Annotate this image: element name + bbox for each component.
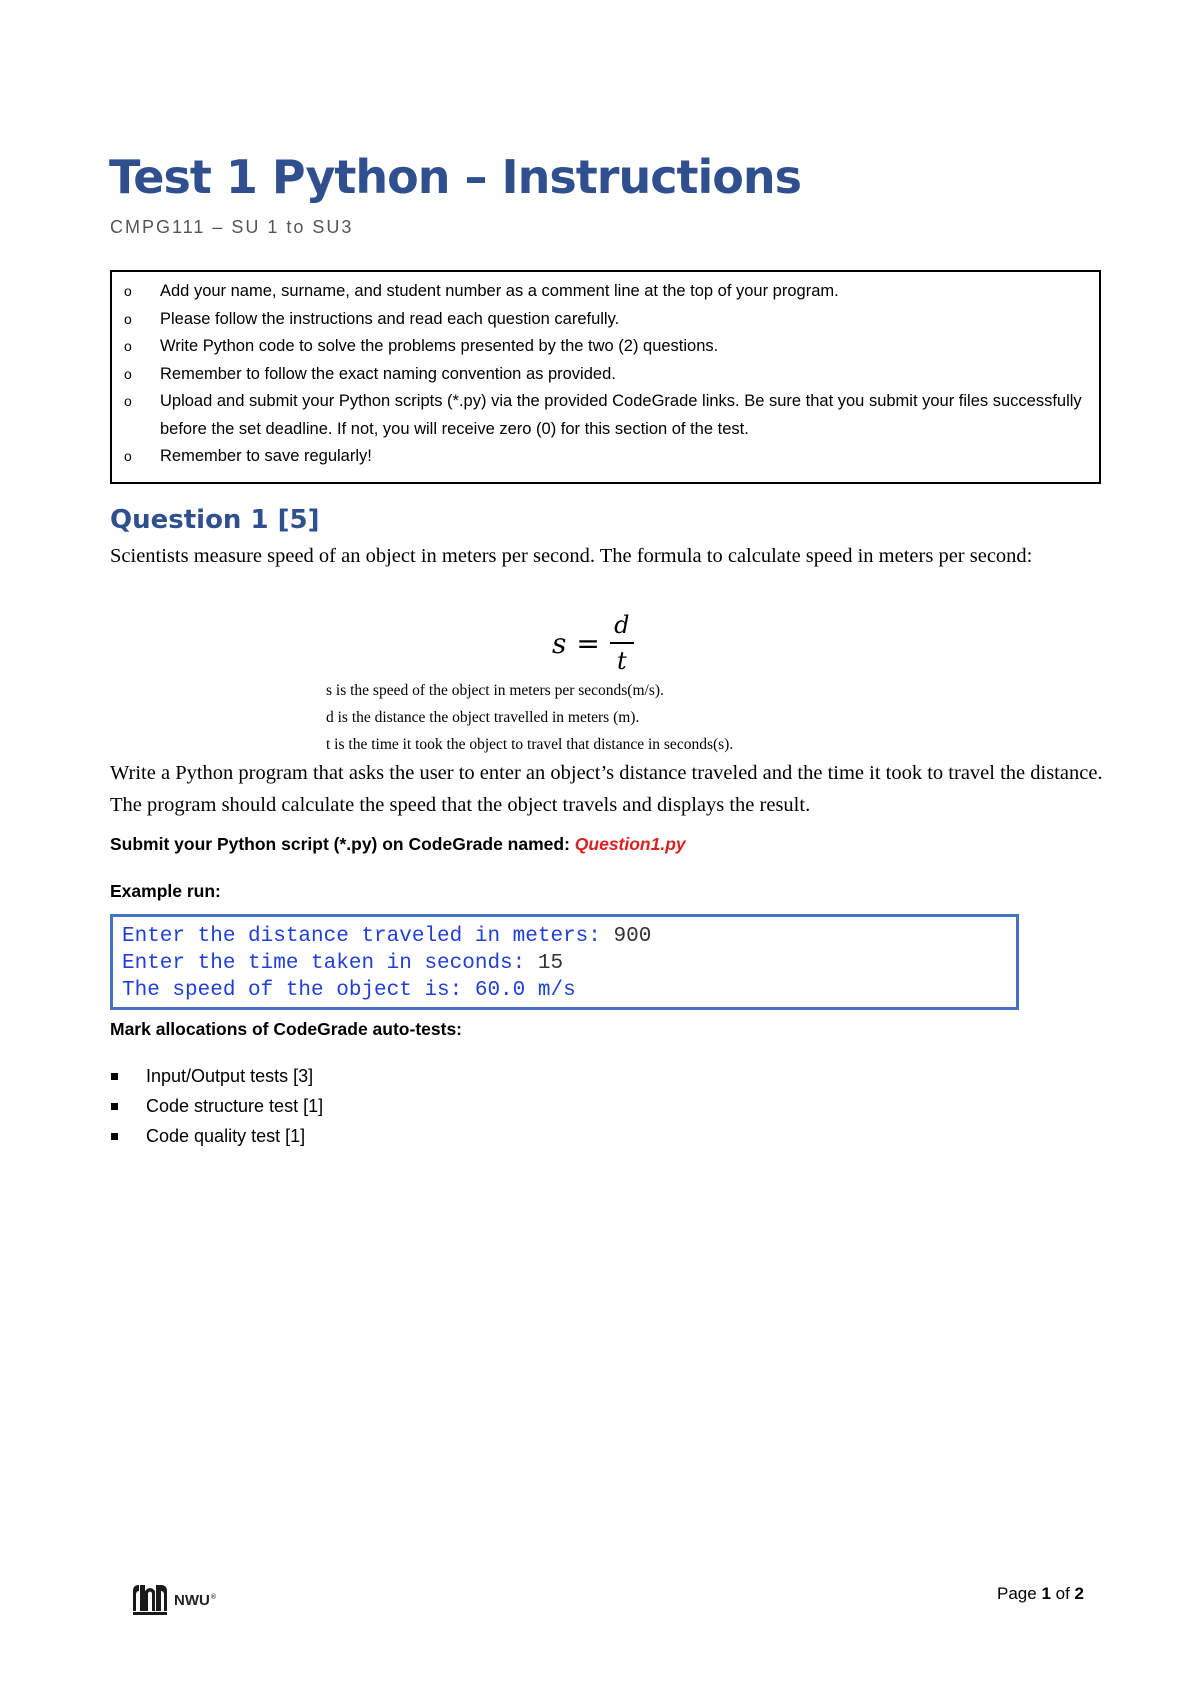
submit-instruction [110, 834, 686, 855]
page-title: Test 1 Python – Instructions [109, 150, 801, 204]
formula-equals: = [576, 626, 600, 660]
bullet-icon: o [124, 310, 132, 327]
instruction-item [124, 278, 1089, 306]
mark-item-text: Code structure test [1] [146, 1096, 324, 1116]
instruction-item [124, 306, 1089, 334]
code-prompt: Enter the distance traveled in meters: [122, 925, 614, 948]
legend-line-d: d is the distance the object travelled in meters (m). [326, 709, 640, 726]
question1-heading: Question 1 [5] [110, 505, 320, 535]
logo-wordmark [174, 1592, 216, 1609]
bullet-icon: o [124, 283, 132, 299]
code-input: 15 [537, 952, 564, 975]
formula-denominator: t [617, 647, 627, 675]
formula-fraction [610, 611, 634, 675]
instruction-item [124, 388, 1089, 443]
code-prompt: The speed of the object is: 60.0 m/s [122, 979, 576, 1002]
example-run-box [110, 914, 1019, 1010]
page-current: 1 [1041, 1584, 1051, 1603]
code-line [122, 923, 1007, 950]
question1-intro: Scientists measure speed of an object in meters per second. The formula to calculate speed in meters per second: [110, 545, 1033, 567]
instruction-text: Remember to follow the exact naming convention as provided. [160, 364, 616, 383]
mark-item-text: Code quality test [1] [146, 1126, 306, 1146]
mark-allocations-list [110, 1061, 323, 1151]
page-of: of [1050, 1584, 1075, 1603]
page-subtitle: CMPG111 – SU 1 to SU3 [110, 217, 354, 237]
mark-item [110, 1091, 323, 1121]
bullet-icon: o [124, 338, 132, 354]
code-line [122, 950, 1007, 977]
square-bullet-icon [111, 1133, 118, 1140]
mark-item [110, 1121, 323, 1151]
instruction-text: Please follow the instructions and read each question carefully. [160, 309, 620, 328]
instruction-text: Upload and submit your Python scripts (*.py) via the provided CodeGrade links. Be sure that you submit your files successfully before the set deadline. If not, you will receive zero (0) for this section of the test. [160, 392, 1082, 438]
submit-prefix: Submit your Python script (*.py) on CodeGrade named: [110, 834, 575, 854]
code-input: 900 [613, 925, 652, 948]
code-prompt: Enter the time taken in seconds: [122, 952, 538, 975]
instruction-item [124, 443, 1089, 471]
page-total: 2 [1074, 1584, 1084, 1603]
page-label: Page [997, 1584, 1042, 1603]
mark-item [110, 1061, 323, 1091]
instruction-item [124, 361, 1089, 389]
bullet-icon: o [124, 393, 132, 409]
instructions-list [124, 278, 1089, 471]
logo-text: NWU [174, 1591, 210, 1609]
nwu-emblem-icon [130, 1581, 170, 1619]
question1-body: Write a Python program that asks the user to enter an object’s distance traveled and the time it took to travel the distance. The program should calculate the speed that the object travels and displays the result. [110, 762, 1103, 816]
formula-numerator: d [614, 611, 630, 639]
square-bullet-icon [111, 1103, 118, 1110]
mark-allocations-label: Mark allocations of CodeGrade auto-tests: [110, 1019, 463, 1039]
nwu-logo [130, 1581, 216, 1619]
legend-line-t: t is the time it took the object to travel that distance in seconds(s). [326, 736, 734, 753]
logo-registered: ® [210, 1593, 216, 1601]
instruction-text: Add your name, surname, and student number as a comment line at the top of your program. [160, 282, 839, 300]
bullet-icon: o [124, 365, 132, 382]
submit-filename: Question1.py [574, 834, 686, 854]
formula-legend [326, 677, 733, 758]
instructions-box [110, 270, 1101, 484]
instruction-text: Remember to save regularly! [160, 447, 372, 465]
instruction-item [124, 333, 1089, 361]
example-run-label: Example run: [110, 881, 221, 901]
page-number [997, 1584, 1084, 1604]
fraction-bar [610, 642, 634, 644]
speed-formula [552, 608, 634, 678]
mark-item-text: Input/Output tests [3] [146, 1066, 314, 1086]
formula-lhs: s [552, 626, 567, 660]
legend-line-s: s is the speed of the object in meters per seconds(m/s). [326, 682, 664, 699]
square-bullet-icon [111, 1073, 118, 1080]
bullet-icon: o [124, 448, 132, 464]
code-line [122, 977, 1007, 1004]
instruction-text: Write Python code to solve the problems presented by the two (2) questions. [160, 337, 719, 355]
